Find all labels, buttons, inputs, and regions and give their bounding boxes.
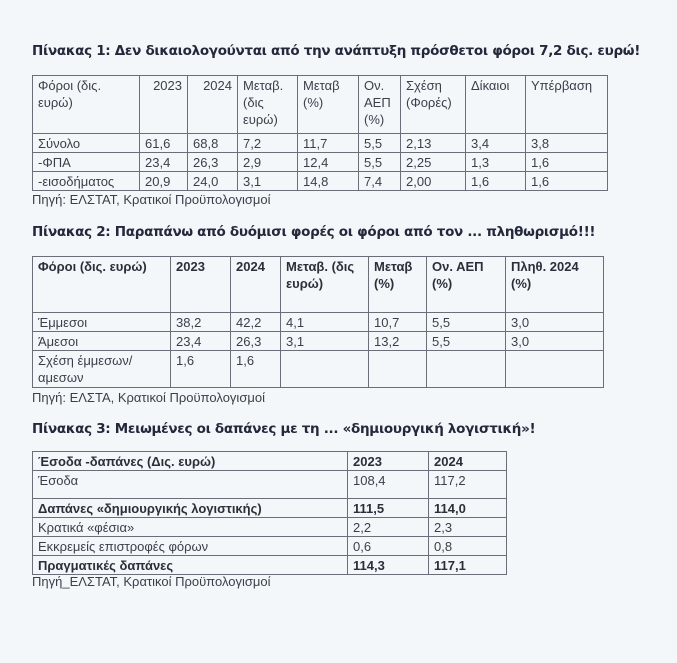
table1-header-cell: Σχέση (Φορές) [401, 76, 466, 134]
table3-header-cell: 2023 [348, 452, 429, 471]
cell: 5,5 [359, 153, 401, 172]
row-label: Δαπάνες «δημιουργικής λογιστικής) [33, 499, 348, 518]
cell: 5,5 [427, 332, 506, 351]
table1-header-cell: 2023 [140, 76, 188, 134]
table2-header-cell: Φόροι (δις. ευρώ) [33, 257, 171, 313]
table2-header-cell: 2023 [171, 257, 231, 313]
cell: 10,7 [369, 313, 427, 332]
table2-header-cell: Μεταβ. (δις ευρώ) [281, 257, 369, 313]
cell: 1,6 [466, 172, 526, 191]
table2-source: Πηγή: ΕΛΣΤΑ, Κρατικοί Προϋπολογισμοί [32, 390, 265, 405]
table2 [32, 256, 604, 388]
cell: 2,9 [238, 153, 298, 172]
table-row [33, 471, 507, 499]
cell: 26,3 [231, 332, 281, 351]
cell: 3,8 [526, 134, 608, 153]
cell: 0,6 [348, 537, 429, 556]
cell [369, 351, 427, 388]
table-row [33, 499, 507, 518]
table-row [33, 518, 507, 537]
table3-header-cell: 2024 [429, 452, 507, 471]
table2-header-row [33, 257, 604, 313]
row-label: Έσοδα [33, 471, 348, 499]
row-label: Άμεσοι [33, 332, 171, 351]
table1-header-row [33, 76, 608, 134]
row-label: Κρατικά «φέσια» [33, 518, 348, 537]
cell: 1,6 [171, 351, 231, 388]
cell: 2,3 [429, 518, 507, 537]
cell: 68,8 [188, 134, 238, 153]
table3-header-row [33, 452, 507, 471]
table1-header-cell: Δίκαιοι [466, 76, 526, 134]
table-row [33, 351, 604, 388]
table-row [33, 313, 604, 332]
table2-header-cell: Πληθ. 2024 (%) [506, 257, 604, 313]
table-row [33, 537, 507, 556]
cell: 4,1 [281, 313, 369, 332]
cell [281, 351, 369, 388]
row-label: Εκκρεμείς επιστροφές φόρων [33, 537, 348, 556]
cell: 2,2 [348, 518, 429, 537]
cell: 3,0 [506, 313, 604, 332]
cell: 1,6 [526, 172, 608, 191]
cell: 111,5 [348, 499, 429, 518]
row-label: Πραγματικές δαπάνες [33, 556, 348, 575]
cell: 12,4 [298, 153, 359, 172]
cell: 24,0 [188, 172, 238, 191]
table1-header-cell: Φόροι (δις. ευρώ) [33, 76, 140, 134]
table-row [33, 134, 608, 153]
cell: 5,5 [359, 134, 401, 153]
table1-source: Πηγή: ΕΛΣΤΑΤ, Κρατικοί Προϋπολογισμοί [32, 192, 271, 207]
cell: 7,2 [238, 134, 298, 153]
table1 [32, 75, 608, 191]
cell: 23,4 [140, 153, 188, 172]
table2-header-cell: Μεταβ (%) [369, 257, 427, 313]
cell [427, 351, 506, 388]
row-label: Σύνολο [33, 134, 140, 153]
cell: 1,6 [526, 153, 608, 172]
row-label: -εισοδήματος [33, 172, 140, 191]
cell: 38,2 [171, 313, 231, 332]
table1-header-cell: Ον. ΑΕΠ (%) [359, 76, 401, 134]
table2-header-cell: Ον. ΑΕΠ (%) [427, 257, 506, 313]
table-row [33, 153, 608, 172]
cell: 108,4 [348, 471, 429, 499]
cell: 3,1 [238, 172, 298, 191]
cell [506, 351, 604, 388]
cell: 3,0 [506, 332, 604, 351]
table1-header-cell: 2024 [188, 76, 238, 134]
cell: 14,8 [298, 172, 359, 191]
table1-header-cell: Μεταβ (%) [298, 76, 359, 134]
cell: 2,13 [401, 134, 466, 153]
cell: 0,8 [429, 537, 507, 556]
cell: 1,6 [231, 351, 281, 388]
table-row [33, 556, 507, 575]
cell: 11,7 [298, 134, 359, 153]
cell: 3,1 [281, 332, 369, 351]
table1-header-cell: Μεταβ. (δις ευρώ) [238, 76, 298, 134]
table3 [32, 451, 507, 575]
cell: 13,2 [369, 332, 427, 351]
row-label: Έμμεσοι [33, 313, 171, 332]
cell: 26,3 [188, 153, 238, 172]
cell: 42,2 [231, 313, 281, 332]
row-label: -ΦΠΑ [33, 153, 140, 172]
cell: 23,4 [171, 332, 231, 351]
cell: 114,3 [348, 556, 429, 575]
table2-header-cell: 2024 [231, 257, 281, 313]
table3-title: Πίνακας 3: Μειωμένες οι δαπάνες με τη ... «δημιουργική λογιστική»! [32, 421, 536, 437]
cell: 117,2 [429, 471, 507, 499]
table3-source: Πηγή_ΕΛΣΤΑΤ, Κρατικοί Προϋπολογισμοί [32, 574, 271, 589]
table1-header-cell: Υπέρβαση [526, 76, 608, 134]
table1-title: Πίνακας 1: Δεν δικαιολογούνται από την ανάπτυξη πρόσθετοι φόροι 7,2 δις. ευρώ! [32, 43, 641, 59]
cell: 2,00 [401, 172, 466, 191]
cell: 117,1 [429, 556, 507, 575]
table-row [33, 172, 608, 191]
cell: 20,9 [140, 172, 188, 191]
cell: 1,3 [466, 153, 526, 172]
row-label: Σχέση έμμεσων/αμεσων [33, 351, 171, 388]
cell: 3,4 [466, 134, 526, 153]
cell: 2,25 [401, 153, 466, 172]
cell: 114,0 [429, 499, 507, 518]
table3-header-cell: Έσοδα -δαπάνες (Δις. ευρώ) [33, 452, 348, 471]
table-row [33, 332, 604, 351]
cell: 5,5 [427, 313, 506, 332]
table2-title: Πίνακας 2: Παραπάνω από δυόμισι φορές οι φόροι από τον ... πληθωρισμό!!! [32, 224, 596, 240]
cell: 7,4 [359, 172, 401, 191]
cell: 61,6 [140, 134, 188, 153]
